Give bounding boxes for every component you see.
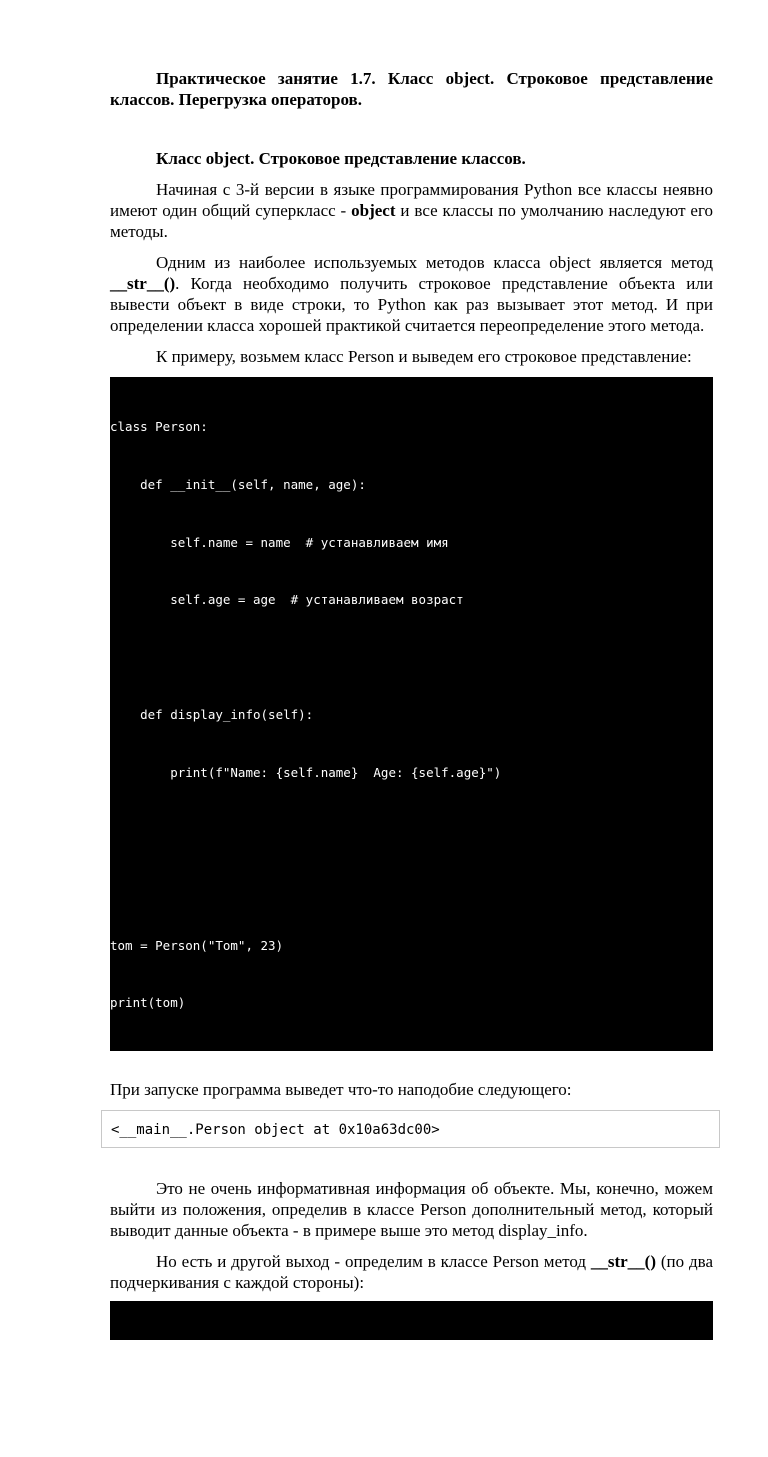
p6-text-c: (по два подчеркивания с каждой стороны): — [110, 1251, 713, 1292]
paragraph-3: К примеру, возьмем класс Person и выведем его строковое представление: — [156, 347, 692, 366]
code-line — [110, 648, 713, 667]
paragraph-6 — [110, 1251, 713, 1293]
p2-text-c: . Когда необходимо получить строковое представление объекта или вывести объект в виде строки, то Python как раз вызывает этот метод. И при определении класса хорошей практикой считается переопределение этого метода. — [110, 274, 713, 335]
code-line — [110, 878, 713, 897]
code-line: class Person: — [110, 419, 208, 435]
program-output-box: <__main__.Person object at 0x10a63dc00> — [101, 1110, 720, 1148]
document-title: Практическое занятие 1.7. Класс object. Строковое представление классов. Перегрузка операторов. — [110, 69, 713, 109]
code-line: self.age = age # устанавливаем возраст — [110, 592, 464, 608]
document-page — [110, 68, 713, 1416]
p1-text-a: Начиная с 3-й версии в языке программирования Python все классы неявно имеют один общий суперкласс - — [110, 180, 713, 220]
code-line: def __init__(self, name, age): — [110, 1400, 366, 1416]
section-heading: Класс object. Строковое представление классов. — [156, 149, 526, 168]
p2-bold-str: __str__() — [110, 274, 176, 293]
paragraph-4: При запуске программа выведет что-то наподобие следующего: — [110, 1079, 572, 1099]
p1-bold-object: object — [351, 201, 396, 220]
code-line: def __init__(self, name, age): — [110, 477, 366, 492]
code-line: print(tom) — [110, 995, 186, 1011]
p2-text-a: Одним из наиболее используемых методов класса object является метод — [156, 253, 713, 272]
paragraph-2 — [110, 252, 713, 336]
code-block-1 — [110, 377, 713, 1051]
code-line: print(f"Name: {self.name} Age: {self.age}") — [110, 764, 502, 780]
paragraph-1 — [110, 179, 713, 242]
p1-text-c: и все классы по умолчанию наследуют его методы. — [110, 201, 713, 241]
p6-text-a: Но есть и другой выход - определим в классе Person метод — [156, 1251, 591, 1271]
code-line: tom = Person("Tom", 23) — [110, 937, 284, 953]
paragraph-5: Это не очень информативная информация об объекте. Мы, конечно, можем выйти из положения, определив в классе Person дополнительный метод, который выводит данные объекта - в примере выше это метод display_info. — [110, 1178, 713, 1240]
p6-bold-str: __str__() — [590, 1251, 656, 1271]
code-line: class Person: — [110, 1343, 208, 1359]
code-line: self.name = name # устанавливаем имя — [110, 534, 449, 550]
code-line: def display_info(self): — [110, 707, 314, 723]
code-block-2 — [110, 1301, 713, 1416]
code-line — [110, 821, 713, 840]
